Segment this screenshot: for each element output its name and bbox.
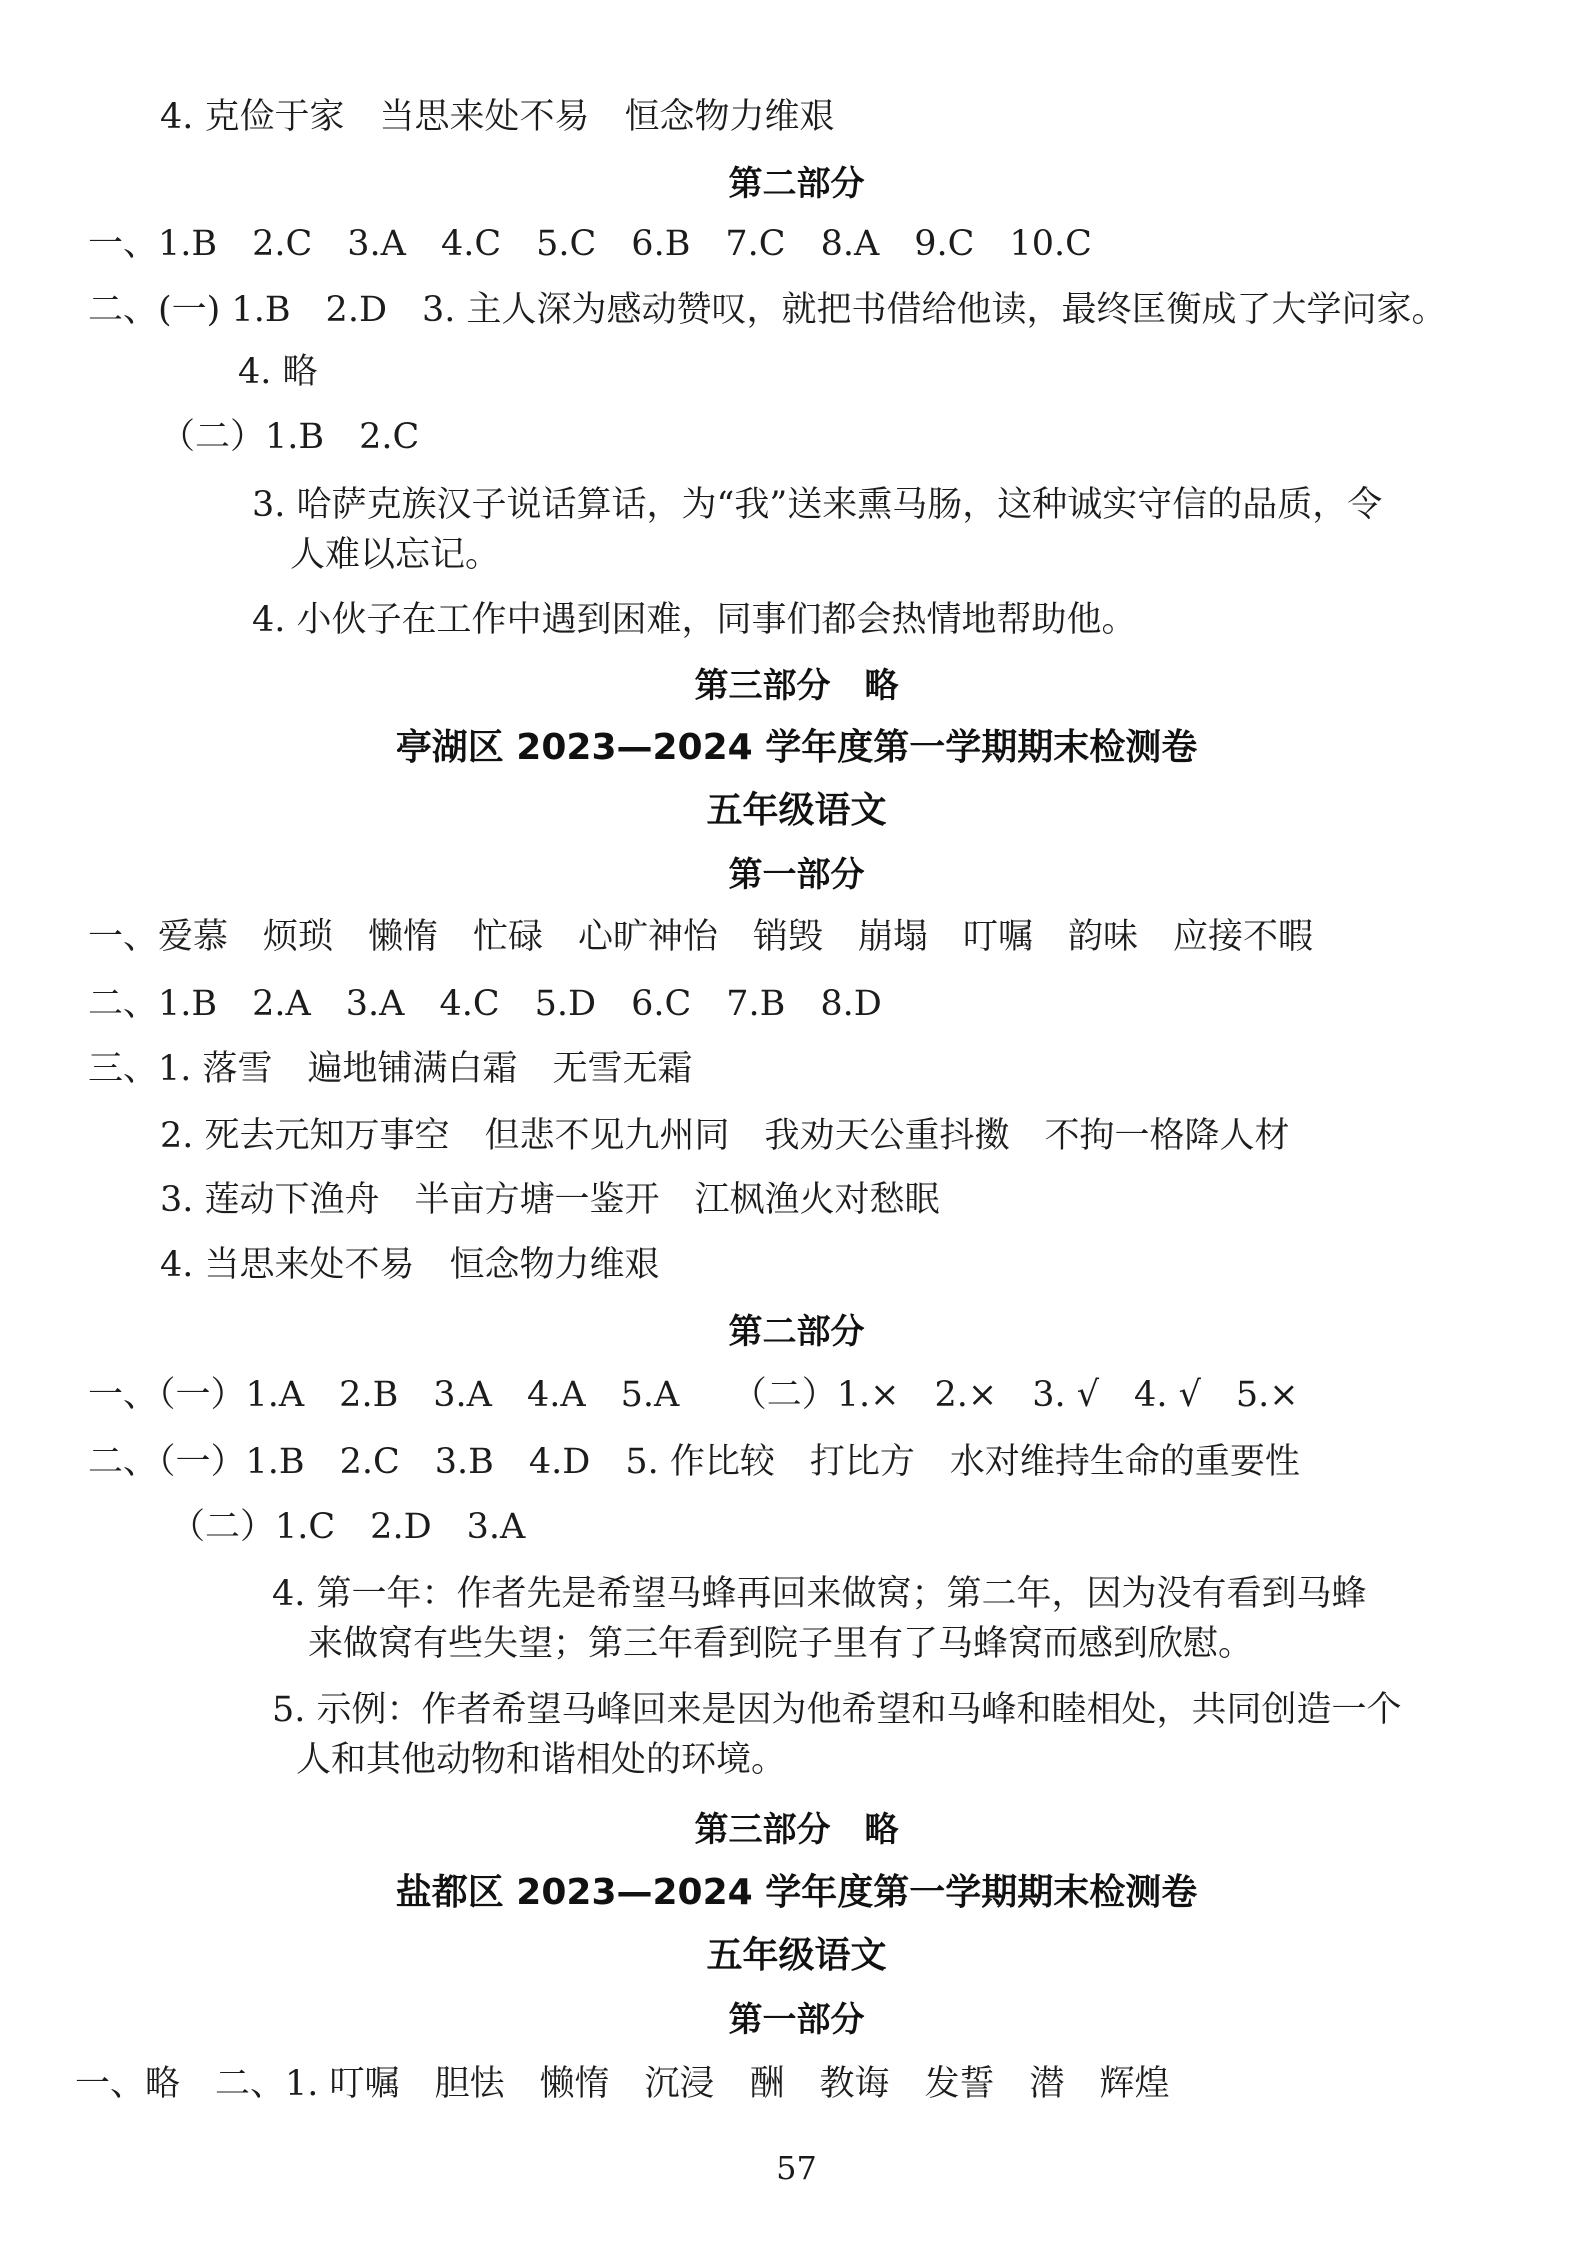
- section-heading: 第三部分 略: [694, 666, 899, 706]
- answer-line: 一、1.B 2.C 3.A 4.C 5.C 6.B 7.C 8.A 9.C 10.C: [88, 224, 1092, 264]
- answer-line: 4. 略: [238, 352, 318, 392]
- answer-line: 二、（一）1.B 2.C 3.B 4.D 5. 作比较 打比方 水对维持生命的重要性: [88, 1442, 1300, 1482]
- answer-line: 人和其他动物和谐相处的环境。: [296, 1740, 787, 1780]
- answer-line: 4. 第一年：作者先是希望马蜂再回来做窝；第二年，因为没有看到马蜂: [272, 1574, 1367, 1614]
- section-heading: 第二部分: [728, 1312, 865, 1352]
- answer-line: 2. 死去元知万事空 但悲不见九州同 我劝天公重抖擞 不拘一格降人材: [160, 1116, 1290, 1156]
- grade-subtitle: 五年级语文: [706, 1935, 887, 1976]
- page-number: 57: [776, 2149, 817, 2187]
- exam-title: 盐都区 2023—2024 学年度第一学期期末检测卷: [395, 1872, 1198, 1913]
- answer-line: 4. 当思来处不易 恒念物力维艰: [160, 1245, 660, 1285]
- answer-line: 来做窝有些失望；第三年看到院子里有了马蜂窝而感到欣慰。: [308, 1624, 1254, 1664]
- answer-line: 3. 莲动下渔舟 半亩方塘一鉴开 江枫渔火对愁眠: [160, 1180, 940, 1220]
- answer-line: 4. 小伙子在工作中遇到困难，同事们都会热情地帮助他。: [252, 600, 1137, 640]
- answer-line: 4. 克俭于家 当思来处不易 恒念物力维艰: [160, 97, 835, 137]
- answer-line: 一、爱慕 烦琐 懒惰 忙碌 心旷神怡 销毁 崩塌 叮嘱 韵味 应接不暇: [88, 917, 1314, 957]
- answer-line: 人难以忘记。: [290, 535, 501, 575]
- answer-line: （二）1.B 2.C: [160, 417, 420, 457]
- answer-line: 三、1. 落雪 遍地铺满白霜 无雪无霜: [88, 1049, 693, 1089]
- section-heading: 第一部分: [728, 2000, 865, 2040]
- answer-line: 一、略 二、1. 叮嘱 胆怯 懒惰 沉浸 酬 教诲 发誓 潜 辉煌: [75, 2064, 1170, 2104]
- grade-subtitle: 五年级语文: [706, 790, 887, 831]
- answer-line: 一、（一）1.A 2.B 3.A 4.A 5.A （二）1.× 2.× 3. √ 4. √ 5.×: [88, 1375, 1299, 1415]
- answer-line: 二、(一) 1.B 2.D 3. 主人深为感动赞叹，就把书借给他读，最终匡衡成了大学问家。: [88, 290, 1447, 330]
- section-heading: 第三部分 略: [694, 1810, 899, 1850]
- exam-title: 亭湖区 2023—2024 学年度第一学期期末检测卷: [395, 727, 1198, 768]
- answer-line: （二）1.C 2.D 3.A: [170, 1507, 526, 1547]
- section-heading: 第一部分: [728, 855, 865, 895]
- answer-line: 二、1.B 2.A 3.A 4.C 5.D 6.C 7.B 8.D: [88, 984, 882, 1024]
- answer-line: 5. 示例：作者希望马峰回来是因为他希望和马峰和睦相处，共同创造一个: [272, 1690, 1402, 1730]
- section-heading: 第二部分: [728, 164, 865, 204]
- answer-line: 3. 哈萨克族汉子说话算话，为“我”送来熏马肠，这种诚实守信的品质，令: [252, 485, 1383, 525]
